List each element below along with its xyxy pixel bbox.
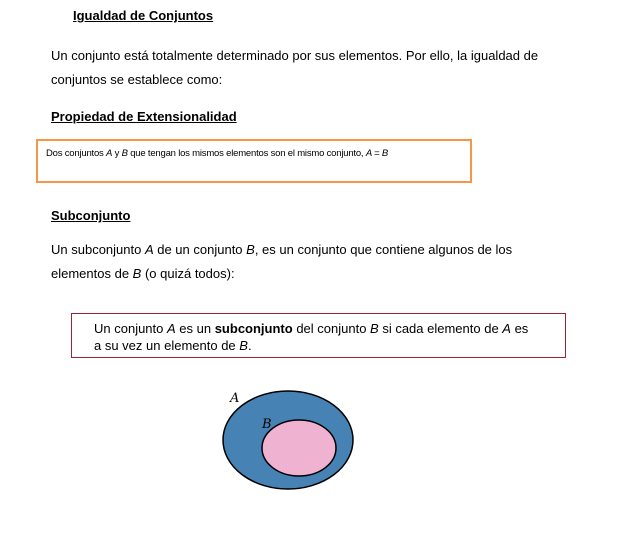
property-text: Dos conjuntos A y B que tengan los mismos elementos son el mismo conjunto, A = B (46, 148, 388, 159)
definition-text: Un conjunto A es un subconjunto del conjunto B si cada elemento de A es a su vez un elemento de B. (94, 321, 529, 353)
set-a-label: A (230, 391, 240, 406)
page-title: Igualdad de Conjuntos (73, 8, 214, 23)
subset-line-1: Un subconjunto A de un conjunto B, es un conjunto que contiene algunos de los (51, 242, 513, 257)
set-b-ellipse (262, 420, 336, 476)
subset-line-2: elementos de B (o quizá todos): (51, 266, 235, 281)
subset-heading: Subconjunto (51, 208, 131, 223)
intro-line-1: Un conjunto está totalmente determinado por sus elementos. Por ello, la igualdad de (51, 48, 539, 63)
set-b-label: B (262, 417, 272, 432)
intro-line-2: conjuntos se establece como: (51, 72, 223, 87)
property-heading: Propiedad de Extensionalidad (51, 109, 237, 124)
